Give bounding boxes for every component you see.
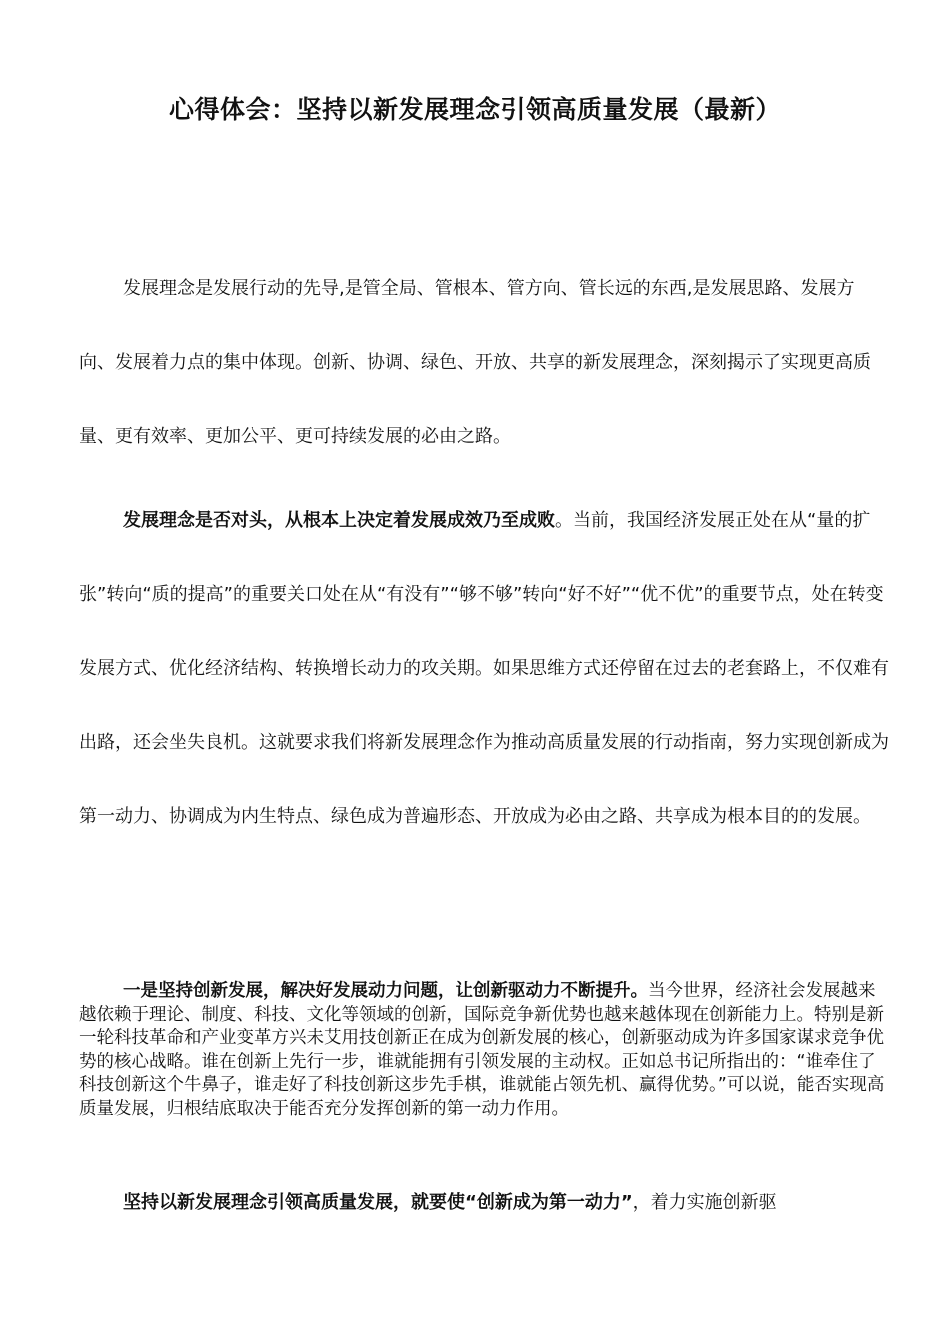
paragraph-2-lead: 发展理念是否对头，从根本上决定着发展成效乃至成败 [123,510,555,531]
paragraph-3 [79,980,889,1121]
paragraph-4 [79,1166,889,1240]
paragraph-3-text: 当今世界，经济社会发展越来越依赖于理论、制度、科技、文化等领域的创新，国际竞争新优势也越来越体现在创新能力上。特别是新一轮科技革命和产业变革方兴未艾用技创新正在成为创新发展的核心，创新驱动成为许多国家谋求竞争优势的核心战略。谁在创新上先行一步，谁就能拥有引领发展的主动权。正如总书记所指出的：“谁牵住了科技创新这个牛鼻子，谁走好了科技创新这步先手棋，谁就能占领先机、赢得优势。”可以说，能否实现高质量发展，归根结底取决于能否充分发挥创新的第一动力作用。 [79,981,885,1119]
paragraph-1-text: 发展理念是发展行动的先导,是管全局、管根本、管方向、管长远的东西,是发展思路、发展方向、发展着力点的集中体现。创新、协调、绿色、开放、共享的新发展理念，深刻揭示了实现更高质量、更有效率、更加公平、更可持续发展的必由之路。 [79,278,871,447]
paragraph-2 [79,484,889,854]
paragraph-4-text: ，着力实施创新驱 [632,1192,777,1213]
paragraph-1 [79,252,889,474]
document-title: 心得体会：坚持以新发展理念引领高质量发展（最新） [168,95,781,124]
paragraph-2-text: 。当前，我国经济发展正处在从“量的扩张”转向“质的提高”的重要关口处在从“有没有”“够不够”转向“好不好”“优不优”的重要节点，处在转变发展方式、优化经济结构、转换增长动力的攻关期。如果思维方式还停留在过去的老套路上，不仅难有出路，还会坐失良机。这就要求我们将新发展理念作为推动高质量发展的行动指南，努力实现创新成为第一动力、协调成为内生特点、绿色成为普遍形态、开放成为必由之路、共享成为根本目的的发展。 [79,510,889,827]
paragraph-4-lead: 坚持以新发展理念引领高质量发展，就要使“创新成为第一动力” [123,1192,633,1213]
paragraph-3-lead: 一是坚持创新发展，解决好发展动力问题，让创新驱动力不断提升。 [123,981,648,1001]
